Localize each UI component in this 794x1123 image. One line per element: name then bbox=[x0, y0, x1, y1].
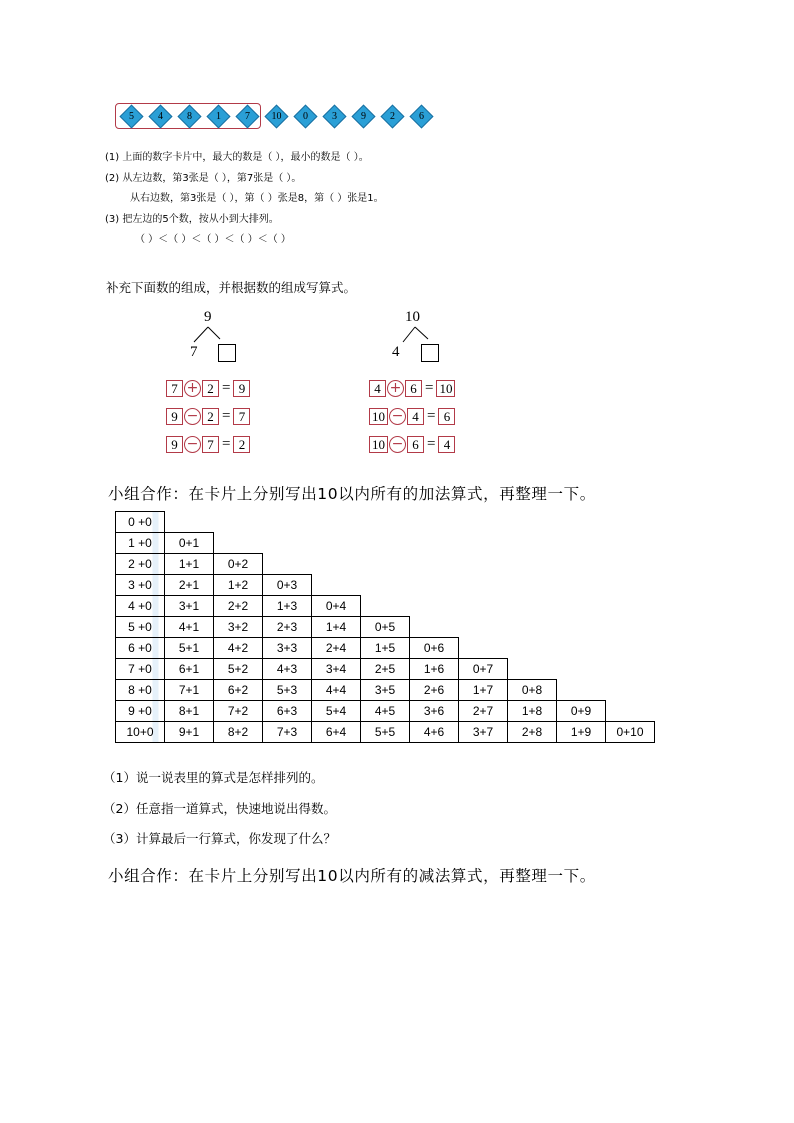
table-cell: 0+7 bbox=[459, 659, 508, 680]
table-cell: 6 +0 bbox=[116, 638, 165, 659]
number-card-label: 5 bbox=[129, 111, 134, 122]
equation-result[interactable]: 6 bbox=[438, 408, 455, 425]
number-card bbox=[351, 104, 375, 128]
equation-row bbox=[166, 434, 250, 454]
equation-equals: = bbox=[427, 435, 436, 452]
table-cell: 3+4 bbox=[312, 659, 361, 680]
empty-cell bbox=[606, 533, 655, 554]
empty-cell bbox=[312, 575, 361, 596]
equation-operator: − bbox=[184, 436, 201, 453]
table-cell: 8+2 bbox=[214, 722, 263, 743]
question-3b: （ ）＜（ ）＜（ ）＜（ ）＜（ ） bbox=[135, 234, 291, 245]
table-cell: 4+1 bbox=[165, 617, 214, 638]
empty-cell bbox=[606, 701, 655, 722]
number-card-label: 3 bbox=[332, 111, 337, 122]
empty-cell bbox=[263, 554, 312, 575]
empty-cell bbox=[508, 659, 557, 680]
tree-blank-10[interactable] bbox=[421, 344, 439, 362]
table-row bbox=[116, 638, 655, 659]
table-cell: 0+9 bbox=[557, 701, 606, 722]
tree-top-9: 9 bbox=[204, 309, 212, 325]
tree-blank-9[interactable] bbox=[218, 344, 236, 362]
question-3: (3) 把左边的5个数，按从小到大排列。 bbox=[105, 214, 279, 225]
equation-operator: + bbox=[184, 380, 201, 397]
empty-cell bbox=[410, 512, 459, 533]
table-cell: 2+5 bbox=[361, 659, 410, 680]
equation-operand-a[interactable]: 10 bbox=[369, 408, 388, 425]
empty-cell bbox=[410, 533, 459, 554]
number-card-label: 7 bbox=[245, 111, 250, 122]
empty-cell bbox=[557, 680, 606, 701]
table-cell: 6+4 bbox=[312, 722, 361, 743]
table-row bbox=[116, 554, 655, 575]
table-cell: 5+1 bbox=[165, 638, 214, 659]
empty-cell bbox=[312, 533, 361, 554]
table-cell: 5+2 bbox=[214, 659, 263, 680]
empty-cell bbox=[606, 512, 655, 533]
table-row bbox=[116, 575, 655, 596]
table-cell: 6+1 bbox=[165, 659, 214, 680]
tree-top-10: 10 bbox=[405, 309, 420, 325]
table-cell: 2+4 bbox=[312, 638, 361, 659]
table-cell: 0+3 bbox=[263, 575, 312, 596]
table-cell: 0+1 bbox=[165, 533, 214, 554]
number-card-label: 4 bbox=[158, 111, 163, 122]
table-cell: 1 +0 bbox=[116, 533, 165, 554]
table-row bbox=[116, 659, 655, 680]
table-cell: 1+2 bbox=[214, 575, 263, 596]
table-cell: 1+7 bbox=[459, 680, 508, 701]
empty-cell bbox=[263, 533, 312, 554]
question-2b: 从右边数，第3张是（ ），第（ ）张是8，第（ ）张是1。 bbox=[130, 193, 384, 204]
equation-row bbox=[369, 378, 455, 398]
table-cell: 4+5 bbox=[361, 701, 410, 722]
empty-cell bbox=[165, 512, 214, 533]
number-card bbox=[322, 104, 346, 128]
table-cell: 0+10 bbox=[606, 722, 655, 743]
table-row bbox=[116, 512, 655, 533]
empty-cell bbox=[606, 596, 655, 617]
equation-operand-a[interactable]: 9 bbox=[166, 436, 183, 453]
empty-cell bbox=[214, 533, 263, 554]
table-cell: 4+4 bbox=[312, 680, 361, 701]
tree-left-10: 4 bbox=[392, 344, 400, 360]
empty-cell bbox=[557, 575, 606, 596]
coop-addition-instruction: 小组合作：在卡片上分别写出10以内所有的加法算式，再整理一下。 bbox=[108, 485, 596, 503]
equation-result[interactable]: 4 bbox=[438, 436, 455, 453]
number-card-label: 0 bbox=[303, 111, 308, 122]
empty-cell bbox=[312, 512, 361, 533]
equation-equals: = bbox=[425, 379, 434, 396]
table-cell: 3+3 bbox=[263, 638, 312, 659]
table-cell: 0+2 bbox=[214, 554, 263, 575]
table-cell: 0+5 bbox=[361, 617, 410, 638]
table-row bbox=[116, 680, 655, 701]
equation-operand-a[interactable]: 7 bbox=[166, 380, 183, 397]
empty-cell bbox=[459, 533, 508, 554]
empty-cell bbox=[361, 596, 410, 617]
table-question-1: （1）说一说表里的算式是怎样排列的。 bbox=[103, 770, 324, 785]
equation-operator: + bbox=[387, 380, 404, 397]
empty-cell bbox=[557, 617, 606, 638]
empty-cell bbox=[263, 512, 312, 533]
empty-cell bbox=[214, 512, 263, 533]
table-cell: 1+8 bbox=[508, 701, 557, 722]
empty-cell bbox=[410, 596, 459, 617]
equation-row bbox=[166, 378, 250, 398]
equation-row bbox=[369, 434, 455, 454]
empty-cell bbox=[557, 512, 606, 533]
empty-cell bbox=[557, 596, 606, 617]
table-cell: 4 +0 bbox=[116, 596, 165, 617]
number-card bbox=[293, 104, 317, 128]
table-cell: 0+4 bbox=[312, 596, 361, 617]
empty-cell bbox=[557, 533, 606, 554]
number-card-label: 1 bbox=[216, 111, 221, 122]
number-card-label: 10 bbox=[271, 111, 282, 122]
table-row bbox=[116, 722, 655, 743]
table-question-3: （3）计算最后一行算式，你发现了什么？ bbox=[103, 831, 336, 846]
equation-equals: = bbox=[427, 407, 436, 424]
number-card-label: 2 bbox=[390, 111, 395, 122]
table-row bbox=[116, 701, 655, 722]
equation-equals: = bbox=[222, 435, 231, 452]
empty-cell bbox=[410, 617, 459, 638]
table-cell: 7+1 bbox=[165, 680, 214, 701]
equation-operand-b[interactable]: 6 bbox=[405, 380, 422, 397]
question-2: (2) 从左边数，第3张是（ ），第7张是（ ）。 bbox=[105, 173, 302, 184]
equation-operand-a[interactable]: 9 bbox=[166, 408, 183, 425]
table-cell: 0+8 bbox=[508, 680, 557, 701]
empty-cell bbox=[361, 512, 410, 533]
table-cell: 5+4 bbox=[312, 701, 361, 722]
table-cell: 7+2 bbox=[214, 701, 263, 722]
table-cell: 8 +0 bbox=[116, 680, 165, 701]
question-1: (1) 上面的数字卡片中，最大的数是（ ），最小的数是（ ）。 bbox=[105, 152, 369, 163]
table-cell: 9 +0 bbox=[116, 701, 165, 722]
empty-cell bbox=[606, 680, 655, 701]
table-cell: 3+5 bbox=[361, 680, 410, 701]
table-cell: 7 +0 bbox=[116, 659, 165, 680]
empty-cell bbox=[508, 596, 557, 617]
empty-cell bbox=[606, 638, 655, 659]
empty-cell bbox=[557, 659, 606, 680]
tree-left-9: 7 bbox=[190, 344, 198, 360]
empty-cell bbox=[459, 575, 508, 596]
empty-cell bbox=[459, 554, 508, 575]
table-cell: 4+2 bbox=[214, 638, 263, 659]
empty-cell bbox=[361, 533, 410, 554]
number-card-label: 6 bbox=[419, 111, 424, 122]
equation-operand-b[interactable]: 4 bbox=[407, 408, 424, 425]
equation-result[interactable]: 7 bbox=[233, 408, 250, 425]
empty-cell bbox=[508, 638, 557, 659]
empty-cell bbox=[361, 554, 410, 575]
number-card-label: 9 bbox=[361, 111, 366, 122]
equation-result[interactable]: 9 bbox=[233, 380, 250, 397]
table-cell: 3+1 bbox=[165, 596, 214, 617]
table-cell: 2+1 bbox=[165, 575, 214, 596]
empty-cell bbox=[606, 575, 655, 596]
table-cell: 1+3 bbox=[263, 596, 312, 617]
equation-operator: − bbox=[389, 408, 406, 425]
table-cell: 9+1 bbox=[165, 722, 214, 743]
empty-cell bbox=[459, 638, 508, 659]
table-cell: 1+9 bbox=[557, 722, 606, 743]
table-cell: 6+3 bbox=[263, 701, 312, 722]
equation-row bbox=[166, 406, 250, 426]
table-cell: 5+3 bbox=[263, 680, 312, 701]
equation-equals: = bbox=[222, 379, 231, 396]
equation-operand-b[interactable]: 2 bbox=[202, 380, 219, 397]
equation-operand-b[interactable]: 2 bbox=[202, 408, 219, 425]
number-card bbox=[264, 104, 288, 128]
table-cell: 2+6 bbox=[410, 680, 459, 701]
equation-operator: − bbox=[389, 436, 406, 453]
equation-operator: − bbox=[184, 408, 201, 425]
table-cell: 0+6 bbox=[410, 638, 459, 659]
table-cell: 3+2 bbox=[214, 617, 263, 638]
coop-subtraction-instruction: 小组合作：在卡片上分别写出10以内所有的减法算式，再整理一下。 bbox=[108, 867, 596, 885]
equation-equals: = bbox=[222, 407, 231, 424]
empty-cell bbox=[508, 512, 557, 533]
composition-instruction: 补充下面数的组成，并根据数的组成写算式。 bbox=[106, 280, 357, 295]
empty-cell bbox=[312, 554, 361, 575]
empty-cell bbox=[459, 596, 508, 617]
empty-cell bbox=[410, 575, 459, 596]
number-card-label: 8 bbox=[187, 111, 192, 122]
empty-cell bbox=[361, 575, 410, 596]
table-cell: 4+6 bbox=[410, 722, 459, 743]
table-cell: 3+7 bbox=[459, 722, 508, 743]
table-cell: 4+3 bbox=[263, 659, 312, 680]
table-cell: 5 +0 bbox=[116, 617, 165, 638]
empty-cell bbox=[606, 554, 655, 575]
table-cell: 2+7 bbox=[459, 701, 508, 722]
equation-row bbox=[369, 406, 455, 426]
table-cell: 10+0 bbox=[116, 722, 165, 743]
table-cell: 2+8 bbox=[508, 722, 557, 743]
empty-cell bbox=[606, 659, 655, 680]
equation-result[interactable]: 10 bbox=[436, 380, 455, 397]
empty-cell bbox=[459, 617, 508, 638]
table-cell: 1+5 bbox=[361, 638, 410, 659]
table-question-2: （2）任意指一道算式，快速地说出得数。 bbox=[103, 801, 336, 816]
empty-cell bbox=[459, 512, 508, 533]
number-card bbox=[380, 104, 404, 128]
table-cell: 2+3 bbox=[263, 617, 312, 638]
table-cell: 2 +0 bbox=[116, 554, 165, 575]
table-cell: 6+2 bbox=[214, 680, 263, 701]
table-cell: 3 +0 bbox=[116, 575, 165, 596]
empty-cell bbox=[508, 575, 557, 596]
equation-result[interactable]: 2 bbox=[233, 436, 250, 453]
table-row bbox=[116, 617, 655, 638]
table-cell: 1+1 bbox=[165, 554, 214, 575]
table-cell: 2+2 bbox=[214, 596, 263, 617]
table-cell: 3+6 bbox=[410, 701, 459, 722]
equation-operand-a[interactable]: 10 bbox=[369, 436, 388, 453]
table-cell: 8+1 bbox=[165, 701, 214, 722]
table-row bbox=[116, 533, 655, 554]
number-card bbox=[409, 104, 433, 128]
empty-cell bbox=[508, 617, 557, 638]
table-row bbox=[116, 596, 655, 617]
addition-table bbox=[115, 511, 655, 743]
table-cell: 7+3 bbox=[263, 722, 312, 743]
table-cell: 0 +0 bbox=[116, 512, 165, 533]
empty-cell bbox=[557, 554, 606, 575]
table-cell: 5+5 bbox=[361, 722, 410, 743]
empty-cell bbox=[557, 638, 606, 659]
equation-operand-a[interactable]: 4 bbox=[369, 380, 386, 397]
table-cell: 1+4 bbox=[312, 617, 361, 638]
empty-cell bbox=[508, 554, 557, 575]
equation-operand-b[interactable]: 7 bbox=[202, 436, 219, 453]
empty-cell bbox=[606, 617, 655, 638]
table-cell: 1+6 bbox=[410, 659, 459, 680]
empty-cell bbox=[410, 554, 459, 575]
equation-operand-b[interactable]: 6 bbox=[407, 436, 424, 453]
empty-cell bbox=[508, 533, 557, 554]
number-cards bbox=[115, 103, 445, 129]
